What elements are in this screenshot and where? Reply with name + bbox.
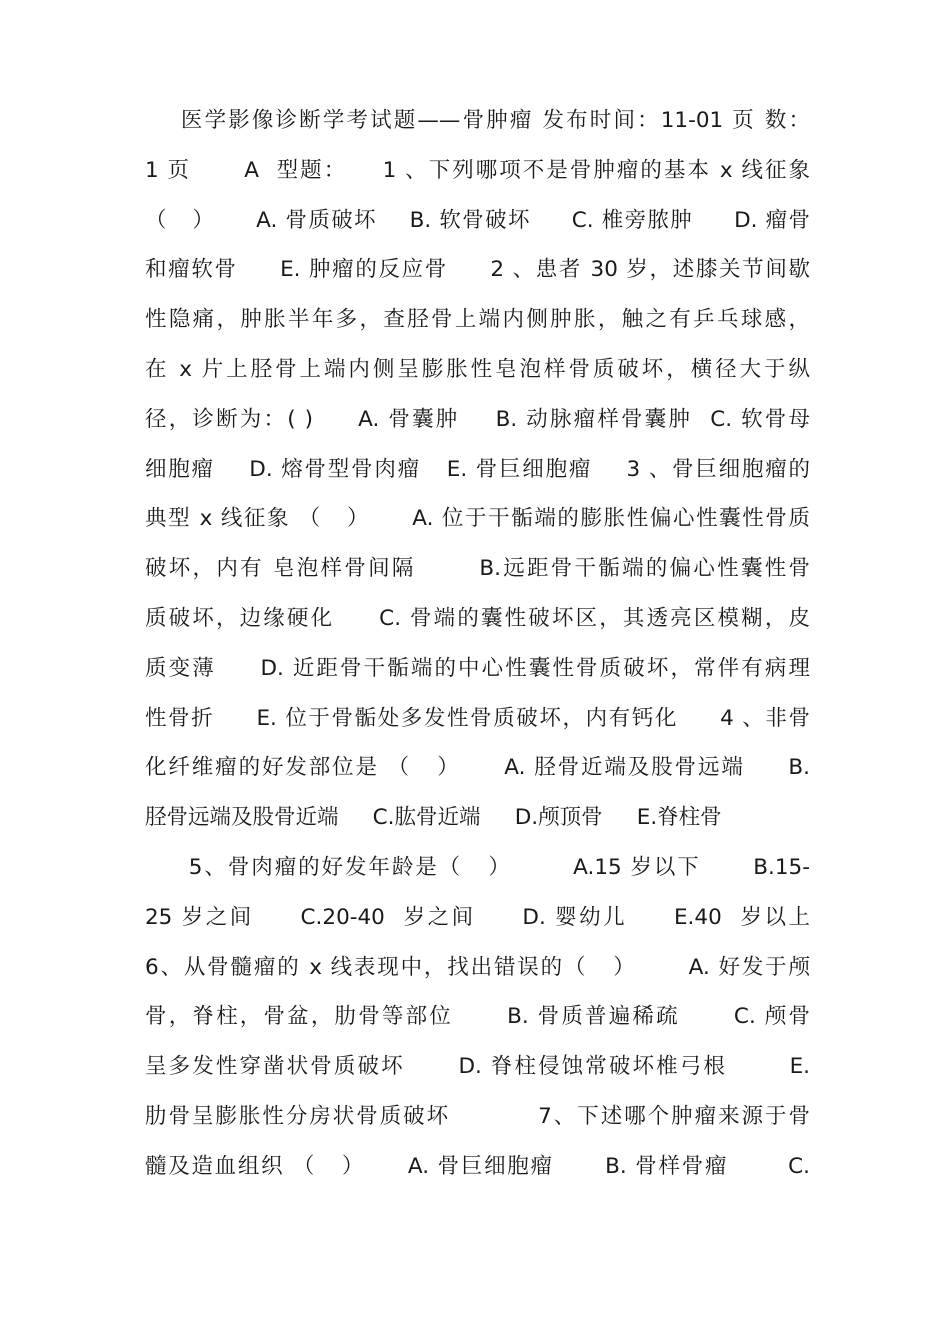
text-line: 6、从骨髓瘤的 x 线表现中，找出错误的（ ） A. 好发于颅 [145,954,810,980]
text-line: 髓及造血组织 （ ） A. 骨巨细胞瘤 B. 骨样骨瘤 C. [145,1153,810,1179]
text-line: 和瘤软骨 E. 肿瘤的反应骨 2 、患者 30 岁，述膝关节间歇 [145,257,810,283]
text-line: 1 页 A 型题： 1 、下列哪项不是骨肿瘤的基本 x 线征象 [145,157,810,183]
text-line: 肋骨呈膨胀性分房状骨质破坏 7、下述哪个肿瘤来源于骨 [145,1103,810,1129]
text-line: 25 岁之间 C.20-40 岁之间 D. 婴幼儿 E.40 岁以上 [145,904,810,930]
text-line: 胫骨远端及股骨近端 C.肱骨近端 D.颅顶骨 E.脊柱骨 [145,805,722,831]
text-line: （ ） A. 骨质破坏 B. 软骨破坏 C. 椎旁脓肿 D. 瘤骨 [145,207,810,233]
text-line: 性隐痛，肿胀半年多，查胫骨上端内侧肿胀，触之有乒乓球感， [145,307,810,333]
text-line: 呈多发性穿凿状骨质破坏 D. 脊柱侵蚀常破坏椎弓根 E. [145,1054,810,1080]
text-line: 医学影像诊断学考试题——骨肿瘤 发布时间：11-01 页 数： [145,108,810,133]
text-line: 质变薄 D. 近距骨干骺端的中心性囊性骨质破坏，常伴有病理 [145,655,810,681]
text-line: 典型 x 线征象 （ ） A. 位于干骺端的膨胀性偏心性囊性骨质 [145,506,810,532]
text-line: 质破坏，边缘硬化 C. 骨端的囊性破坏区，其透亮区模糊，皮 [145,605,810,631]
text-line: 在 x 片上胫骨上端内侧呈膨胀性皂泡样骨质破坏，横径大于纵 [145,356,810,382]
text-line: 径，诊断为：( ) A. 骨囊肿 B. 动脉瘤样骨囊肿 C. 软骨母 [145,406,810,432]
text-line: 破坏，内有 皂泡样骨间隔 B.远距骨干骺端的偏心性囊性骨 [145,556,810,582]
text-line: 骨，脊柱，骨盆，肋骨等部位 B. 骨质普遍稀疏 C. 颅骨 [145,1004,810,1030]
text-line: 性骨折 E. 位于骨骺处多发性骨质破坏，内有钙化 4 、非骨 [145,705,810,731]
text-line: 5、骨肉瘤的好发年龄是（ ） A.15 岁以下 B.15- [145,854,810,880]
text-line: 化纤维瘤的好发部位是 （ ） A. 胫骨近端及股骨远端 B. [145,755,810,781]
exam-text-body [145,96,810,1192]
text-line: 细胞瘤 D. 熔骨型骨肉瘤 E. 骨巨细胞瘤 3 、骨巨细胞瘤的 [145,456,810,482]
